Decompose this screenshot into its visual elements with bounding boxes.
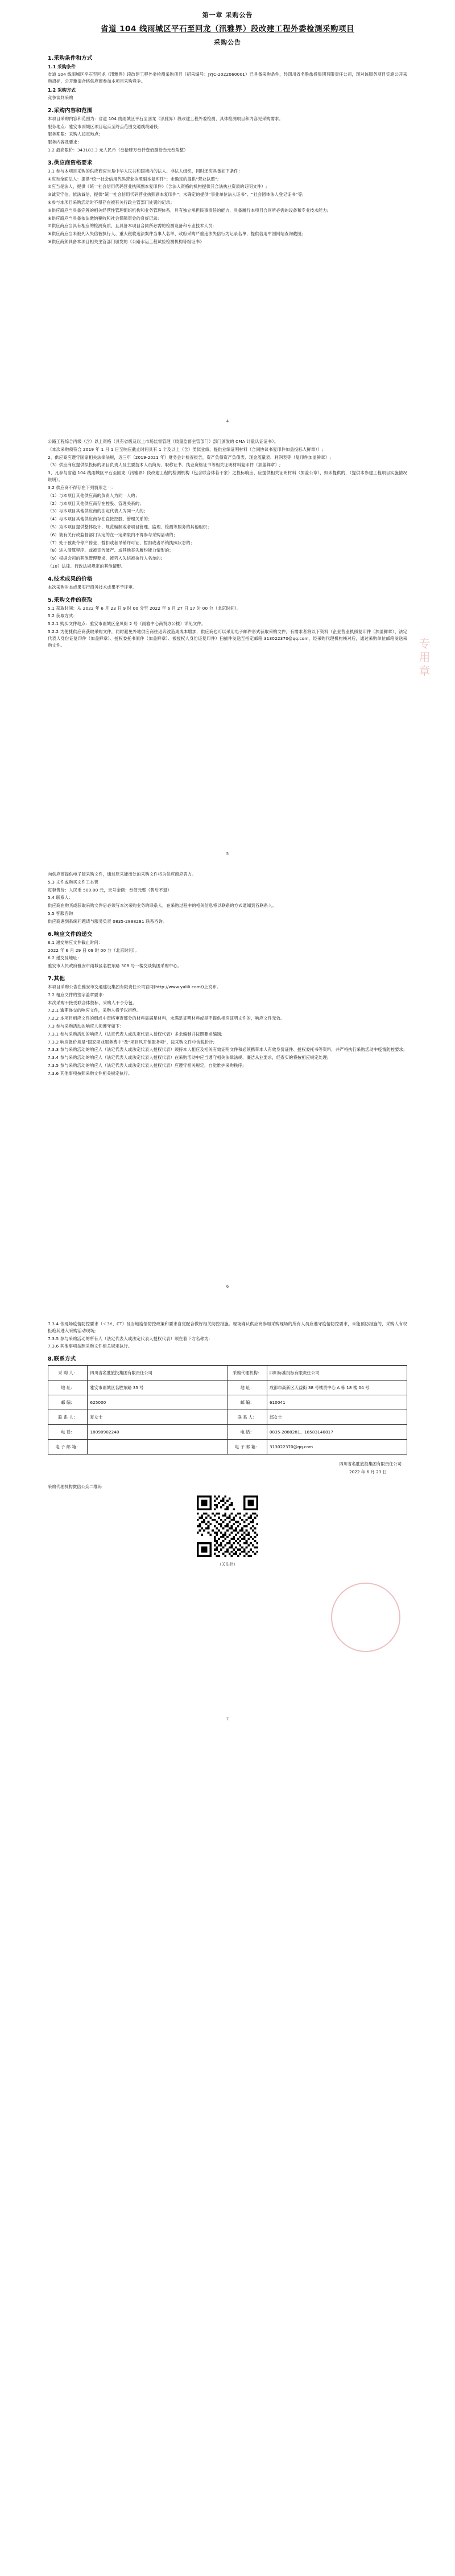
section-7-2-2: 7.2.2 本项目相应文件的组成中资格审查部分的材料需满足材料，未满足证明材料或是不提供相应证明文件的，响应文件无效。 <box>48 1016 285 1021</box>
section-7-no-joint: 本次采购不接受联合体投标，采购人不予分包。 <box>48 1000 137 1005</box>
section-3-item-9: ⑨供应商须具备本项目相关主管部门颁发的《公路水运工程试验检测机构等级证书》 <box>48 239 204 245</box>
section-3-heading: 3.供应商资格要求 <box>48 159 93 166</box>
purchaser-email-label: 电 子 邮 箱： <box>48 1440 88 1455</box>
section-7-3-2: 7.3.2 响应报价须是“国家项业服务费中”及“项目风开销服务项”，按采购文件中含税价计; <box>48 1039 215 1045</box>
section-5-time: 5.1 获取时间：从 2022 年 6 月 23 日 9 时 00 分至 2022 年 6 月 27 日 17 时 00 分（北京时间）。 <box>48 605 241 611</box>
prohibited-item-9: （9）根据会司的其他管理要求，被列入失信被执行人名单的; <box>48 556 163 561</box>
section-4-heading: 4.技术成果的价格 <box>48 576 93 582</box>
purchaser-zip-value: 625000 <box>88 1395 228 1410</box>
prohibited-item-7: （7）处于被责令停产停业、暂扣或者吊销许可证、暂扣或者吊销执照状态的； <box>48 540 195 545</box>
agency-email-label: 电 子 邮 箱： <box>228 1440 267 1455</box>
agency-value: 四川标准投标有限责任公司 <box>267 1366 407 1381</box>
purchaser-value: 四川省名胜旅投集团有限责任公司 <box>88 1366 228 1381</box>
section-5-5-text: 供应商遇到系统问题请与服务负责 0835-2888281 联系咨询。 <box>48 918 167 924</box>
section-3-item-6: ⑥供应商应当具备依法缴纳税收和社会保障资金的良好记录; <box>48 215 159 221</box>
section-5-4-text: 供应商在购买或获取采购文件后必须写本次采购业务的联系人，在采购过程中的相关信息将以联系的方式通知到各联系人。 <box>48 903 277 909</box>
prohibited-item-5: （5）为本项目提供整体设计、规范编制或者项目管理、监理、检测等服务的其他组织； <box>48 524 212 529</box>
agency-phone-label: 电 话： <box>228 1425 267 1440</box>
section-2-requirements: 服务内容及要求： <box>48 139 82 145</box>
section-7-heading: 7.其他 <box>48 975 65 982</box>
epidemic-control-text: 7.3.4 依现场疫情防控要求（＜3Y、CT）及当地疫情防控政策和要求自觉配合做好相关防控措施。现场确认供应商参加采购现场的所有人员应遵守疫情防控要求，未能预防措施的，采购人有权拒绝其进入采购活动现场; <box>48 1321 407 1333</box>
agency-address-value: 成都市高新区天益街 38 号楼贸中心 A 栋 18 楼 04 号 <box>267 1381 407 1395</box>
section-6-heading: 6.响应文件的递交 <box>48 931 93 938</box>
qualification-financial: 2、供应商应遵守国家相关法律法规，近三年（2019-2021 年）财务会计检查报告，资产负债资产负债表、现金流量表、利润表等（复印件加盖鲜章）; <box>48 454 331 460</box>
section-5-4-heading: 5.4 联系人： <box>48 895 73 901</box>
agency-label: 采购代理机构： <box>228 1366 267 1381</box>
prohibited-item-3: （3）与本项目其他供应商的法定代表人为同一人的； <box>48 508 148 514</box>
section-1-2-text: 竞争谈判采购 <box>48 95 73 100</box>
page-number-1: 4 <box>226 419 229 424</box>
table-row <box>48 1395 407 1410</box>
section-1-1-text: 省道 104 线雨城区平石至回龙（汛雅界）段改建工程外委检测采购项目（招采编号：JYJC-2022060001）已具备采购条件，经四川省名胜旅投集团有限责任公司，现对该服务项目实施公开采购招标，公开邀请合格供应商参加本项目采购竞争。 <box>48 72 407 84</box>
document-page-2 <box>0 433 455 865</box>
purchaser-address-value: 雅安市雨城区名胜东路 35 号 <box>88 1381 228 1395</box>
section-1-1-heading: 1.1 采购条件 <box>48 64 76 70</box>
purchaser-contact-label: 联 系 人： <box>48 1410 88 1425</box>
page-title: 省道 104 线雨城区平石至回龙（汛雅界）段改建工程外委检测采购项目 <box>100 24 355 34</box>
section-3-item-2: ②应当是法人，提供《统一社会信用代码营业执照副本复印件》（含法人资格的机构提供其合法执业资质的证明文件）; <box>48 184 267 190</box>
qr-code-image <box>197 1496 258 1557</box>
section-3-item-5: ⑤供应商应当具备完善的相关经营性管理组织机构和业务管理体系，具有独立承担民事责任的能力，具备履行本项目合同所必需的设备和专业技术能力; <box>48 207 329 213</box>
prohibited-intro: 3.2 供应商不得存在下列情形之一： <box>48 484 115 490</box>
agency-zip-label: 邮 编： <box>228 1395 267 1410</box>
document-page-4 <box>0 1298 455 1731</box>
section-7-3-5: 7.3.5 参与采购活动的响应人（法定代表人或法定代表人授权代表）应遵守相关规定，自觉维护采购秩序; <box>48 1063 244 1069</box>
section-2-scope: 本项目采购内容和范围为：省道 104 线雨城区平石至回龙（汛雅界）段改建工程外委检测，具体检测项目和内容见采购需求。 <box>48 116 283 121</box>
table-row <box>48 1425 407 1440</box>
section-7-3-3: 7.3.3 参与采购活动的响应人（法定代表人或法定代表人授权代表）须持本人相应及相关有效证明文件和必须携带本人有效身份证件、授权委托书等资料，并严格执行采购活动中疫情防控要求; <box>48 1047 405 1053</box>
page-number-2: 5 <box>226 852 229 856</box>
section-6-address-value: 雅安市人民政府雅安市雨城区名胜东路 308 号一楼交谈集团采购中心。 <box>48 963 182 969</box>
qualification-participation: 3、凡参与省道 104 线雨城区平石至回龙（汛雅界）段改建工程的检测机构（包含联合体若干家）之投标响应，应提供相关证明材料（加盖公章），如未提供的，（提供本参建工程项目实施情况说明）。 <box>48 470 407 483</box>
qr-caption: （关注栏） <box>217 1562 238 1567</box>
section-5-method-heading: 5.2 获取方式： <box>48 613 77 619</box>
section-5-purchase-location: 5.2.1 购买文件地点：雅安市雨城区金凤街 2 号（雨雅中心商贸办公楼）详见文件。 <box>48 621 206 627</box>
document-subtitle: 采购公告 <box>214 39 241 47</box>
document-page-1 <box>0 0 455 433</box>
section-8-heading: 8.联系方式 <box>48 1356 76 1363</box>
section-6-address-label: 6.2 递交及地址： <box>48 955 82 961</box>
section-2-location: 服务地点：雅安市雨城区项目起点至终点范围交通线段路段； <box>48 124 163 129</box>
section-7-3-1: 7.3.1 参与采购活动的响应人（法定代表人或法定代表人授权代表）多余编制并按照要求编制; <box>48 1031 223 1037</box>
qualification-cma: 公路工程综合丙级（含）以上资格（具有省级及以上市场监督管理（质量监督主管部门）部门颁发的 CMA 计量认证证书）。 <box>48 439 279 444</box>
other-matters-text: 7.3.6 其他事项按照采购文件相关规定执行。 <box>48 1344 133 1349</box>
purchaser-label: 采 购 人： <box>48 1366 88 1381</box>
table-row <box>48 1440 407 1455</box>
prohibited-item-1: （1）与本项目其他供应商的负责人为同一人的； <box>48 492 140 498</box>
qualification-personnel: （3）供应商应提供拟投标的项目负责人及主要技术人员简历、职称证书、执业资格证书等相关证明材料复印件（加盖鲜章）; <box>48 462 281 468</box>
prohibited-item-10: （10）法律、行政法规规定的其他情形。 <box>48 564 126 569</box>
contact-table <box>48 1365 407 1455</box>
page-number-4: 7 <box>226 1717 229 1722</box>
section-7-3-heading: 7.3 参与采购活动的响应人须遵守如下： <box>48 1024 124 1029</box>
qr-notice-text: 采购代理机构微信公众二维码 <box>48 1484 102 1490</box>
agency-phone-value: 0835-2888281、18583140817 <box>267 1425 407 1440</box>
section-3-item-1: ①应当全面法人：提供“统一社会信用代码营业执照副本复印件”；未确定的提供“营业执照”; <box>48 176 219 182</box>
section-5-3-heading: 5.3 文件或购买文件工本费 <box>48 879 98 885</box>
section-3-item-8: ⑧供应商应当未被列入失信被执行人、重大税收违法案件当事人名单、政府采购严重违法失信行为记录名单，提供信用中国网站查询截图; <box>48 231 303 237</box>
section-5-5-heading: 5.5 客服咨询 <box>48 911 73 917</box>
document-page-3 <box>0 865 455 1298</box>
section-5-supplement: 向供应商提供电子版采购文件，通过原采能出处的采购文件将为供应商应答方。 <box>48 872 196 877</box>
section-2-heading: 2.采购内容和范围 <box>48 107 93 114</box>
agency-address-label: 地 址： <box>228 1381 267 1395</box>
signature-organization: 四川省名胜旅投集团有限责任公司 <box>339 1461 402 1467</box>
qualification-performance: （本次采购须符合 2019 年 1 月 1 日至响应截止时间具有 1 个及以上（含）类似业绩，提供业绩证明材料（合同协议书复印件加盖投标人鲜章））; <box>48 446 324 452</box>
table-row <box>48 1381 407 1395</box>
purchaser-contact-value: 夏女士 <box>88 1410 228 1425</box>
section-7-2-1: 7.2.1 逾期递交的响应文件，采购人将予以拒绝。 <box>48 1008 141 1013</box>
agency-zip-value: 610041 <box>267 1395 407 1410</box>
agency-email-value: 313022370@qq.com <box>267 1440 407 1455</box>
table-row <box>48 1366 407 1381</box>
section-7-publish: 本项目采购公告在雅安市交通建设集团有限责任公司官网(http://www.yalili.com/)上发布。 <box>48 984 221 989</box>
section-7-3-6: 7.3.6 其他事项按照采购文件相关规定执行。 <box>48 1070 133 1076</box>
official-red-seal <box>331 1583 400 1652</box>
section-5-email-method: 5.2.2 为便捷供应商获取采购文件，同时避免外地供应商往返奔波造成成本增加，供应商也可以采用电子邮件形式获取采购文件，有需求者将以下资料（企业营业执照复印件（加盖鲜章）、法定代表人身份证复印件（加盖鲜章）、授权委托书原件（加盖鲜章）、被授权人身份证复印件）扫描件发送至指定邮箱 313022370@qq.com，经采购代理机构核对后，通过采购单位邮箱发送采购文件。 <box>48 629 407 648</box>
section-1-2-heading: 1.2 采购方式 <box>48 87 76 93</box>
section-2-ceiling-price: 1.2 最高限价：343183.3 元人民币（叁拾肆万叁仟壹佰捌拾叁元叁角整） <box>48 147 188 153</box>
section-4-text: 本次采购对本成果实行商务技术成果不予评审。 <box>48 584 137 590</box>
red-seal-vertical-text: 专用章 <box>417 638 431 679</box>
purchaser-phone-value: 18090902240 <box>88 1425 228 1440</box>
signature-date: 2022 年 6 月 23 日 <box>349 1469 387 1475</box>
prohibited-item-8: （8）进入清算程序、或被宣告破产、或其他丧失履约能力情形的； <box>48 548 173 553</box>
section-6-deadline-label: 6.1 递交响应文件截止时间： <box>48 939 103 945</box>
prohibited-item-2: （2）与本项目其他供应商存在控股、管理关系的； <box>48 500 144 506</box>
agency-contact-label: 联 系 人： <box>228 1410 267 1425</box>
section-7-3-4: 7.3.4 参与采购活动的响应人（法定代表人或法定代表人授权代表）在采购活动中应当遵守相关法律法规、廉洁从业要求，经查实的将按相应规定处理; <box>48 1055 329 1061</box>
section-5-3-price: 每套售价：人民币 500.00 元，天号金额：叁佰元整（售后不退） <box>48 887 172 893</box>
section-3-item-4: ④参与本项目采购活动时不得存在被有关行政主管部门处罚的记录； <box>48 200 175 205</box>
purchaser-address-label: 地 址： <box>48 1381 88 1395</box>
section-3-item-3: ③诚实守信、依法诚信，提供“统一社会信用代码营业执照副本复印件”；未确定的提供“事业单位法人证书”、“社会团体法人登记证书”等; <box>48 192 304 198</box>
section-1-heading: 1.采购条件和方式 <box>48 55 93 62</box>
page-number-3: 6 <box>226 1284 229 1289</box>
prohibited-item-6: （6）被有关行政监督部门认定的在一定期限内不得参与采购活动的； <box>48 532 178 537</box>
section-5-heading: 5.采购文件的获取 <box>48 597 93 603</box>
section-6-deadline-value: 2022 年 6 月 29 日 09 时 00 分（北京时间）。 <box>48 947 139 953</box>
prohibited-item-4: （4）与本项目其他供应商存在直接控股、管理关系的； <box>48 516 152 522</box>
purchaser-phone-label: 电 话： <box>48 1425 88 1440</box>
participant-name-text: 7.3.5 参与采购活动的所有人（法定代表人或法定代表人授权代表）须在着下方名称为： <box>48 1336 213 1341</box>
purchaser-email-value <box>88 1440 228 1455</box>
section-2-duration: 服务期限：采购人按定地点； <box>48 132 103 137</box>
section-7-2-heading: 7.2 相应文件的签字盖章要求： <box>48 992 107 997</box>
agency-contact-value: 邱女士 <box>267 1410 407 1425</box>
section-3-item-7: ⑦供应商应当具有相应的检测资质，且具备本项目合同所必需的检测设备和专业技术人员; <box>48 223 214 229</box>
chapter-heading: 第一章 采购公告 <box>202 11 253 19</box>
section-3-intro: 3.1 参与本项目采购的供应商应当是中华人民共和国境内的法人、非法人组织，同时还应具备如下条件： <box>48 168 243 174</box>
table-row <box>48 1410 407 1425</box>
qr-code-container <box>48 1496 407 1567</box>
purchaser-zip-label: 邮 编： <box>48 1395 88 1410</box>
